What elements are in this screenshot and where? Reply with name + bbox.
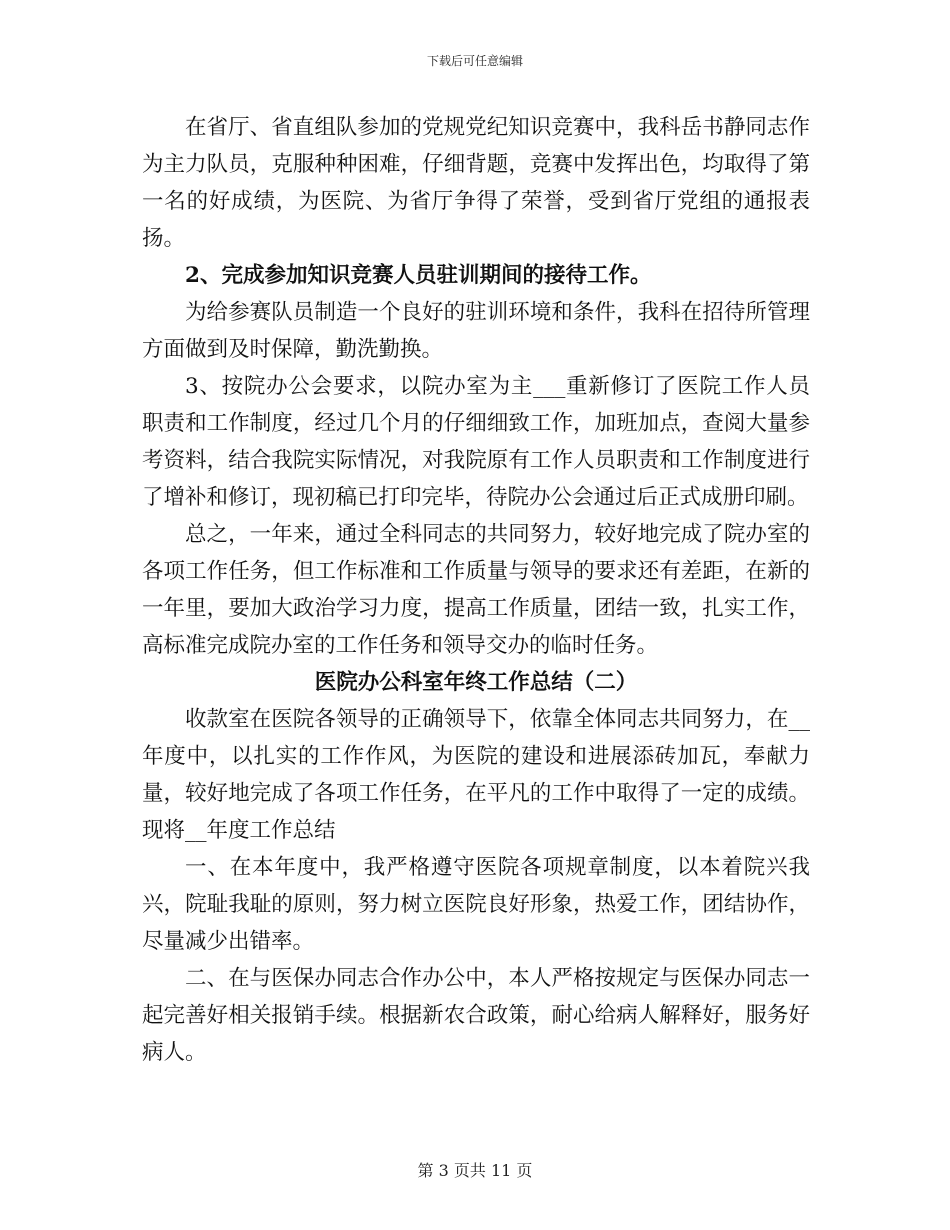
page-number-footer: 第 3 页共 11 页 [417, 1161, 533, 1180]
paragraph: 一、在本年度中，我严格遵守医院各项规章制度，以本着院兴我兴，院耻我耻的原则，努力树立医院良好形象，热爱工作，团结协作，尽量减少出错率。 [142, 855, 810, 954]
paragraph: 二、在与医保办同志合作办公中，本人严格按规定与医保办同志一起完善好相关报销手续。根据新农合政策，耐心给病人解释好，服务好病人。 [142, 966, 810, 1065]
document-body [142, 109, 810, 1071]
paragraph: 总之，一年来，通过全科同志的共同努力，较好地完成了院办室的各项工作任务，但工作标准和工作质量与领导的要求还有差距，在新的一年里，要加大政治学习力度，提高工作质量，团结一致，扎实工作，高标准完成院办室的工作任务和领导交办的临时任务。 [142, 522, 810, 658]
paragraph: 在省厅、省直组队参加的党规党纪知识竞赛中，我科岳书静同志作为主力队员，克服种种困难，仔细背题，竞赛中发挥出色，均取得了第一名的好成绩，为医院、为省厅争得了荣誉，受到省厅党组的通报表扬。 [142, 115, 810, 251]
page-header-note: 下载后可任意编辑 [426, 54, 523, 68]
paragraph: 收款室在医院各领导的正确领导下，依靠全体同志共同努力，在__年度中，以扎实的工作作风，为医院的建设和进展添砖加瓦，奉献力量，较好地完成了各项工作任务，在平凡的工作中取得了一定的成绩。现将__年度工作总结 [142, 707, 810, 843]
paragraph: 3、按院办公会要求，以院办室为主___重新修订了医院工作人员职责和工作制度，经过几个月的仔细细致工作，加班加点，查阅大量参考资料，结合我院实际情况，对我院原有工作人员职责和工作制度进行了增补和修订，现初稿已打印完毕，待院办公会通过后正式成册印刷。 [142, 374, 810, 510]
paragraph: 为给参赛队员制造一个良好的驻训环境和条件，我科在招待所管理方面做到及时保障，勤洗勤换。 [142, 300, 810, 362]
section-title: 医院办公科室年终工作总结（二） [314, 670, 638, 695]
paragraph-heading-2: 2、完成参加知识竞赛人员驻训期间的接待工作。 [185, 263, 652, 288]
